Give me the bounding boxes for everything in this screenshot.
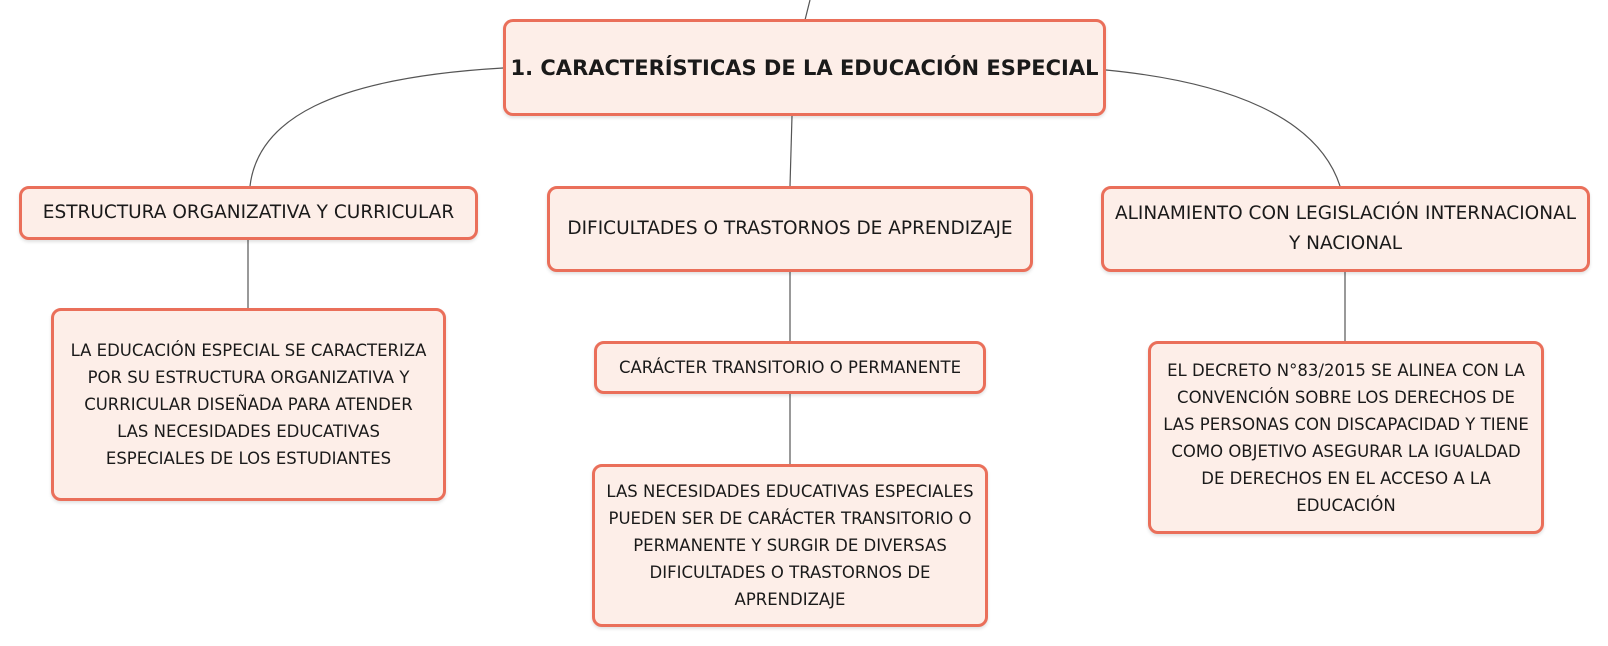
connector-root-branch-1 xyxy=(250,68,503,186)
root-node xyxy=(503,19,1106,116)
detail-node-difficulties xyxy=(592,464,988,627)
branch-node-legislation xyxy=(1101,186,1590,272)
branch-node-label: ESTRUCTURA ORGANIZATIVA Y CURRICULAR xyxy=(42,202,455,223)
sub-node-character xyxy=(594,341,986,394)
branch-node-structure xyxy=(19,186,478,240)
detail-node-structure xyxy=(51,308,446,501)
detail-node-legislation xyxy=(1148,341,1544,534)
branch-node-difficulties xyxy=(547,186,1033,272)
detail-node-text: LAS NECESIDADES EDUCATIVAS ESPECIALES PUEDEN SER DE CARÁCTER TRANSITORIO O PERMANENTE Y SURGIR DE DIVERSAS DIFICULTADES O TRASTORNOS DE APRENDIZAJE xyxy=(606,482,974,609)
detail-node-text: LA EDUCACIÓN ESPECIAL SE CARACTERIZA POR SU ESTRUCTURA ORGANIZATIVA Y CURRICULAR DISEÑADA PARA ATENDER LAS NECESIDADES EDUCATIVAS ESPECIALES DE LOS ESTUDIANTES xyxy=(70,341,427,468)
detail-node-text: EL DECRETO N°83/2015 SE ALINEA CON LA CONVENCIÓN SOBRE LOS DERECHOS DE LAS PERSONAS CON DISCAPACIDAD Y TIENE COMO OBJETIVO ASEGURAR LA IGUALDAD DE DERECHOS EN EL ACCESO A LA EDUCACIÓN xyxy=(1163,360,1529,515)
branch-node-label: ALINAMIENTO CON LEGISLACIÓN INTERNACIONAL Y NACIONAL xyxy=(1114,203,1577,254)
root-node-label: 1. CARACTERÍSTICAS DE LA EDUCACIÓN ESPECIAL xyxy=(510,55,1099,80)
connector-root-branch-2 xyxy=(790,116,792,186)
connector-root-branch-3 xyxy=(1106,70,1340,186)
sub-node-label: CARÁCTER TRANSITORIO O PERMANENTE xyxy=(618,358,962,377)
branch-node-label: DIFICULTADES O TRASTORNOS DE APRENDIZAJE xyxy=(567,218,1013,239)
connector-parent-root xyxy=(805,0,810,20)
